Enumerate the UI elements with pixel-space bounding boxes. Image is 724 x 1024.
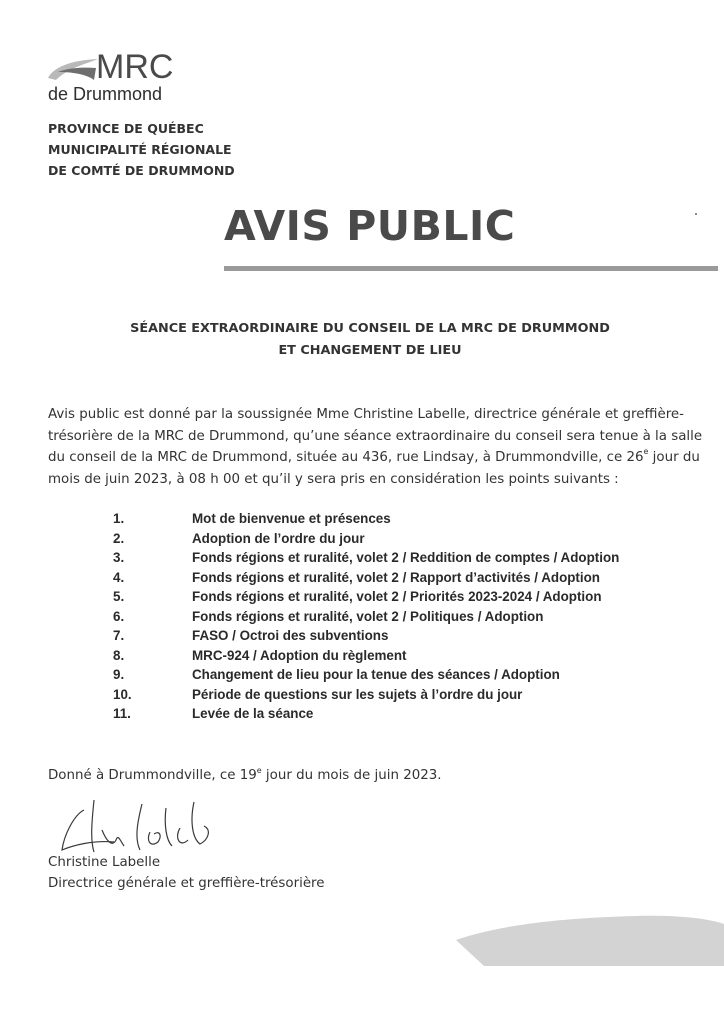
- signer-role: Directrice générale et greffière-trésorière: [48, 876, 325, 891]
- agenda-number: 6.: [113, 608, 125, 624]
- paragraph-line: mois de juin 2023, à 08 h 00 et qu’il y sera pris en considération les points suivants :: [48, 471, 619, 487]
- logo-mrc-text: MRC: [96, 48, 174, 86]
- paragraph-text: jour du: [648, 450, 700, 465]
- notice-subtitle: [130, 318, 610, 362]
- footer-swoosh-decoration: [456, 908, 724, 968]
- agenda-text: MRC-924 / Adoption du règlement: [192, 647, 407, 663]
- signer-block: [48, 852, 325, 894]
- agenda-number: 5.: [113, 589, 125, 604]
- paragraph-text: du conseil de la MRC de Drummond, située au 436, rue Lindsay, à Drummondville, ce 26: [48, 450, 644, 465]
- agenda-text: FASO / Octroi des subventions: [192, 628, 389, 643]
- agenda-number: 3.: [113, 550, 125, 565]
- agenda-text: Mot de bienvenue et présences: [192, 511, 391, 526]
- agenda-text: Levée de la séance: [192, 706, 314, 721]
- agenda-text: Fonds régions et ruralité, volet 2 / Politiques / Adoption: [192, 608, 544, 624]
- ordinal-suffix: e: [256, 766, 262, 775]
- org-line: MUNICIPALITÉ RÉGIONALE: [48, 142, 232, 157]
- given-at-line: [48, 766, 442, 786]
- agenda-number: 10.: [113, 686, 132, 702]
- scan-speck: [695, 213, 697, 215]
- agenda-number: 4.: [113, 569, 125, 585]
- mrc-swoosh-logo-icon: [46, 56, 102, 84]
- paragraph-line: trésorière de la MRC de Drummond, qu’une séance extraordinaire du conseil sera tenue à la salle: [48, 428, 703, 444]
- paragraph-line: Avis public est donné par la soussignée Mme Christine Labelle, directrice générale et greffière-: [48, 407, 684, 422]
- org-header: [48, 118, 235, 181]
- agenda-number: 7.: [113, 628, 125, 643]
- subtitle-line: ET CHANGEMENT DE LIEU: [278, 343, 462, 358]
- agenda-text: Adoption de l’ordre du jour: [192, 530, 365, 546]
- agenda-number: 11.: [113, 706, 131, 721]
- ordinal-suffix: e: [643, 447, 649, 456]
- given-text: jour du mois de juin 2023.: [261, 768, 442, 783]
- paragraph-line: [48, 447, 718, 469]
- subtitle-line: SÉANCE EXTRAORDINAIRE DU CONSEIL DE LA MRC DE DRUMMOND: [130, 321, 610, 336]
- given-text: Donné à Drummondville, ce 19: [48, 768, 257, 783]
- signature-icon: [54, 790, 224, 860]
- agenda-number: 1.: [113, 511, 125, 526]
- agenda-text: Fonds régions et ruralité, volet 2 / Reddition de comptes / Adoption: [192, 550, 620, 565]
- agenda-number: 2.: [113, 530, 125, 546]
- title-divider: [224, 266, 718, 271]
- notice-paragraph: [48, 404, 718, 490]
- org-line: DE COMTÉ DE DRUMMOND: [48, 163, 235, 178]
- logo-subname: de Drummond: [48, 84, 163, 104]
- signer-name: Christine Labelle: [48, 855, 161, 870]
- agenda-number: 9.: [113, 667, 125, 682]
- agenda-text: Période de questions sur les sujets à l’ordre du jour: [192, 686, 523, 702]
- org-line: PROVINCE DE QUÉBEC: [48, 121, 204, 136]
- agenda-text: Fonds régions et ruralité, volet 2 / Rapport d’activités / Adoption: [192, 569, 600, 585]
- mrc-logo: [46, 48, 186, 106]
- agenda-text: Fonds régions et ruralité, volet 2 / Priorités 2023-2024 / Adoption: [192, 589, 602, 604]
- agenda-text: Changement de lieu pour la tenue des séances / Adoption: [192, 667, 560, 682]
- agenda-number: 8.: [113, 647, 125, 663]
- page-title: AVIS PUBLIC: [224, 202, 516, 250]
